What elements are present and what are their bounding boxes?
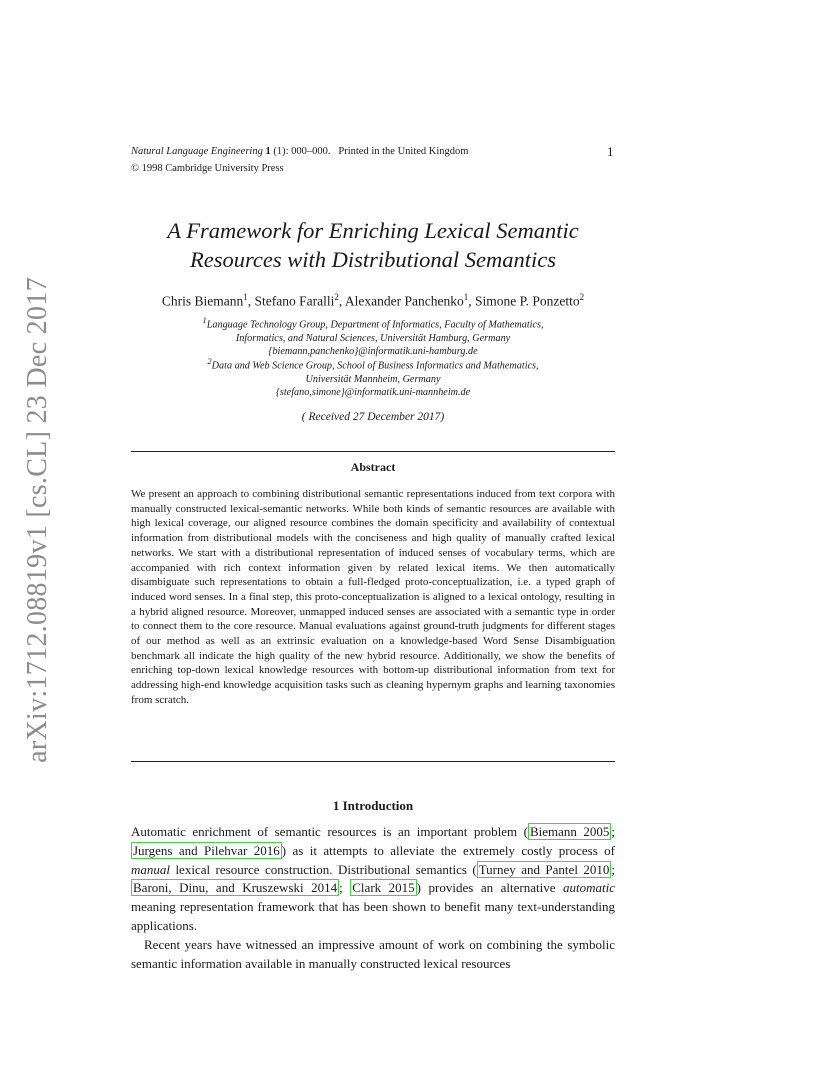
text-run: ) provides an alternative [416, 880, 563, 896]
journal-line [131, 146, 468, 157]
journal-issue: (1): 000–000. [270, 146, 331, 157]
author-name: Stefano Faralli [254, 293, 335, 309]
paper-title [131, 216, 615, 274]
abstract-top-rule [131, 451, 615, 452]
printed-note: Printed in the United Kingdom [338, 146, 469, 157]
arxiv-identifier: arXiv:1712.08819v1 [cs.CL] 23 Dec 2017 [22, 277, 53, 763]
affiliation-mark: 2 [207, 356, 212, 366]
author-name: Simone P. Ponzetto [474, 293, 580, 309]
citation-link[interactable]: Clark 2015 [352, 880, 415, 896]
author-affiliation-mark: 2 [334, 292, 339, 302]
journal-name: Natural Language Engineering [131, 146, 263, 157]
citation-link[interactable]: Biemann 2005 [529, 824, 610, 839]
text-run: Automatic enrichment of semantic resources is an important problem ( [131, 824, 528, 839]
journal-volume: 1 [265, 146, 271, 157]
text-run: ; [339, 880, 351, 896]
affiliation-line: Universität Mannheim, Germany [305, 373, 441, 385]
copyright: © 1998 Cambridge University Press [131, 163, 284, 174]
affiliation-line: Data and Web Science Group, School of Business Informatics and Mathematics, [211, 360, 539, 372]
affiliation-1 [131, 314, 615, 359]
author-list: Chris Biemann$^1$, Stefano Faralli$^2$, Alexander Panchenko$^1$, Simone P. Ponzetto$^2$ [161, 292, 585, 309]
abstract-heading: Abstract [350, 460, 396, 474]
title-line-2: Resources with Distributional Semantics [189, 247, 557, 272]
affiliation-line: Language Technology Group, Department of Informatics, Faculty of Mathematics, [206, 319, 544, 331]
title-line-1: A Framework for Enriching Lexical Semantic [167, 218, 579, 243]
page-number: 1 [607, 144, 614, 159]
citation-link[interactable]: Jurgens and Pilehvar 2016 [133, 842, 280, 858]
affiliation-line: Informatics, and Natural Sciences, Universität Hamburg, Germany [235, 332, 511, 344]
received-date: ( Received 27 December 2017) [301, 411, 445, 423]
paragraph: Recent years have witnessed an impressive amount of work on combining the symbolic semantic information available in manually constructed lexical resources [131, 936, 615, 971]
affiliation-email: {stefano,simone}@informatik.uni-mannheim.de [275, 387, 471, 399]
emphasis: manual [131, 861, 170, 877]
paragraph [131, 823, 615, 936]
author-affiliation-mark: 2 [579, 292, 585, 302]
citation-link[interactable]: Turney and Pantel 2010 [478, 861, 610, 877]
text-run: ) as it attempts to alleviate the extremely costly process of [281, 842, 616, 858]
section-heading-introduction: 1 Introduction [332, 798, 414, 813]
affiliation-email: {biemann,panchenko}@informatik.uni-hamburg.de [268, 346, 478, 358]
abstract-text: We present an approach to combining distributional semantic representations induced from text corpora with manually constructed lexical-semantic networks. While both kinds of semantic resources are available with high lexical coverage, our aligned resource combines the domain specificity and availability of contextual information from distributional models with the conciseness and high quality of manually crafted lexical networks. We start with a distributional representation of induced senses of vocabulary terms, which are accompanied with rich context information given by related lexical items. We then automatically disambiguate such representations to obtain a full-fledged proto-conceptualization, i.e. a typed graph of induced word senses. In a final step, this proto-conceptualization is aligned to a lexical ontology, resulting in a hybrid aligned resource. Moreover, unmapped induced senses are associated with a semantic type in order to connect them to the core resource. Manual evaluations against ground-truth judgments for different stages of our method as well as an extrinsic evaluation on a knowledge-based Word Sense Disambiguation benchmark all indicate the high quality of the new hybrid resource. Additionally, we show the benefits of enriching top-down lexical knowledge resources with bottom-up distributional information from text for addressing high-end knowledge acquisition tasks such as cleaning hypernym graphs and learning taxonomies from scratch. [131, 488, 615, 706]
text-run: lexical resource construction. Distributional semantics ( [170, 861, 477, 877]
citation-link[interactable]: Baroni, Dinu, and Kruszewski 2014 [133, 880, 338, 896]
affiliation-mark: 1 [202, 315, 207, 325]
affiliation-2 [131, 355, 615, 400]
abstract-bottom-rule [131, 761, 615, 762]
author-name: Alexander Panchenko [344, 293, 464, 309]
text-run: meaning representation framework that has been shown to benefit many text-understanding applications. [131, 899, 615, 933]
author-name: Chris Biemann [161, 293, 244, 309]
text-run: ; [611, 824, 616, 839]
emphasis: automatic [563, 880, 615, 896]
text-run: ; [611, 861, 615, 877]
author-affiliation-mark: 1 [243, 292, 248, 302]
author-affiliation-mark: 1 [463, 292, 469, 302]
introduction-body [131, 823, 615, 973]
